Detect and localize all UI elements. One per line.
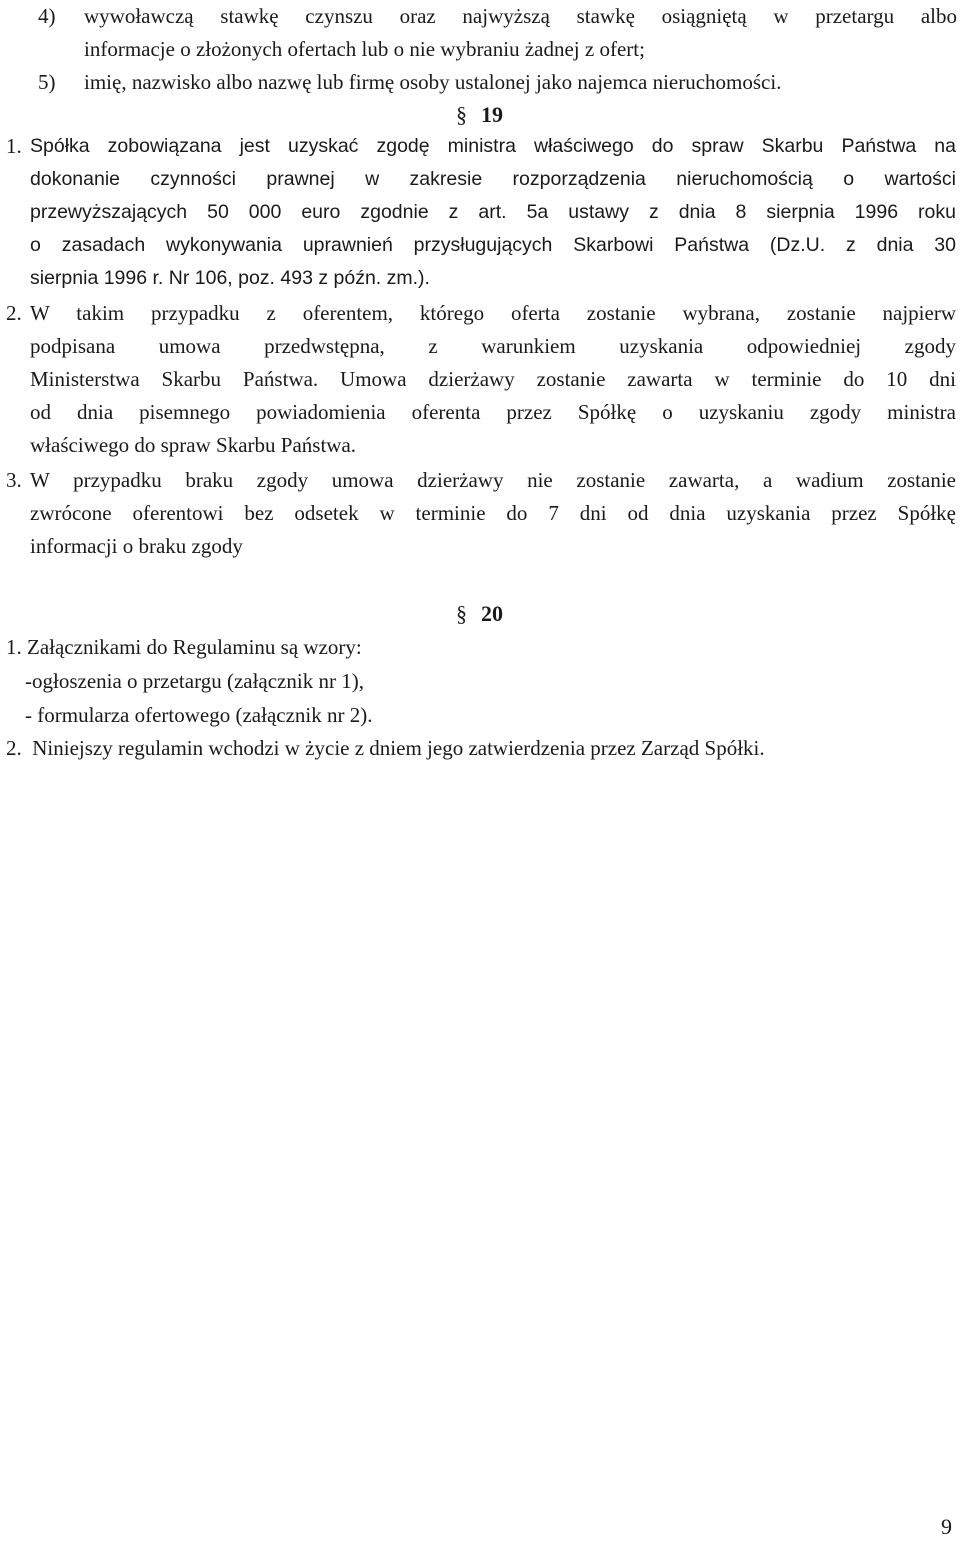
s19-p1-line-4: o zasadach wykonywania uprawnień przysługujących Skarbowi Państwa (Dz.U. z dnia 30 [30,234,956,256]
section-number: 19 [481,102,503,127]
list-item-5 [84,66,781,99]
s19-p3-line-3: informacji o braku zgody [30,534,243,558]
s19-p1-line-3: przewyższających 50 000 euro zgodnie z art. 5a ustawy z dnia 8 sierpnia 1996 roku [30,201,956,223]
s19-p1-line-1: Spółka zobowiązana jest uzyskać zgodę ministra właściwego do spraw Skarbu Państwa na [30,135,956,157]
list-item-4-cont [84,33,645,66]
s19-p1-line-5: sierpnia 1996 r. Nr 106, poz. 493 z późn. zm.). [30,267,430,289]
s19-p2-line-1: W takim przypadku z oferentem, którego oferta zostanie wybrana, zostanie najpierw [30,301,956,325]
item-5-line-1: imię, nazwisko albo nazwę lub firmę osoby ustalonej jako najemca nieruchomości. [84,70,782,94]
section-symbol: § [456,601,467,626]
item-4-line-2: informacje o złożonych ofertach lub o nie wybraniu żadnej z ofert; [84,37,645,61]
s19-p1-number: 1. [6,134,22,158]
section-heading-20 [456,597,503,630]
s20-attachment-2-text: - formularza ofertowego (załącznik nr 2). [25,703,373,727]
s19-paragraph-3 [30,464,956,563]
s20-attachment-1-text: -ogłoszenia o przetargu (załącznik nr 1), [25,669,364,693]
s19-p2-line-5: właściwego do spraw Skarbu Państwa. [30,433,357,457]
section-number: 20 [481,601,503,626]
paragraph-number [6,464,22,497]
s19-p2-line-3: Ministerstwa Skarbu Państwa. Umowa dzierżawy zostanie zawarta w terminie do 10 dni [30,367,956,391]
paragraph-number [6,130,22,163]
s19-p3-line-2: zwrócone oferentowi bez odsetek w terminie do 7 dni od dnia uzyskania przez Spółkę [30,501,956,525]
item-4-line-1: wywoławczą stawkę czynszu oraz najwyższą stawkę osiągniętą w przetargu albo [84,4,957,28]
s19-paragraph-1 [30,130,956,295]
s19-p3-number: 3. [6,468,22,492]
section-symbol: § [456,102,467,127]
s20-paragraph-1 [6,631,362,664]
s19-p2-line-2: podpisana umowa przedwstępna, z warunkiem uzyskania odpowiedniej zgody [30,334,956,358]
s19-p3-line-1: W przypadku braku zgody umowa dzierżawy nie zostanie zawarta, a wadium zostanie [30,468,956,492]
page-number: 9 [941,1514,952,1539]
section-heading-19 [456,98,503,131]
s20-paragraph-2 [6,732,765,765]
s19-p2-number: 2. [6,301,22,325]
item-4-number: 4) [38,4,56,28]
s20-attachment-2 [25,699,372,732]
list-item-number [38,0,56,33]
s19-p2-line-4: od dnia pisemnego powiadomienia oferenta przez Spółkę o uzyskaniu zgody ministra [30,400,956,424]
item-5-number: 5) [38,70,56,94]
s20-p1-line: 1. Załącznikami do Regulaminu są wzory: [6,635,362,659]
s19-paragraph-2 [30,297,956,462]
paragraph-number [6,297,22,330]
s19-p1-line-2: dokonanie czynności prawnej w zakresie rozporządzenia nieruchomością o wartości [30,168,956,190]
s20-p2-line: 2. Niniejszy regulamin wchodzi w życie z dniem jego zatwierdzenia przez Zarząd Spółki. [6,736,765,760]
s20-attachment-1 [25,665,364,698]
list-item-4 [84,0,957,33]
list-item-number [38,66,56,99]
